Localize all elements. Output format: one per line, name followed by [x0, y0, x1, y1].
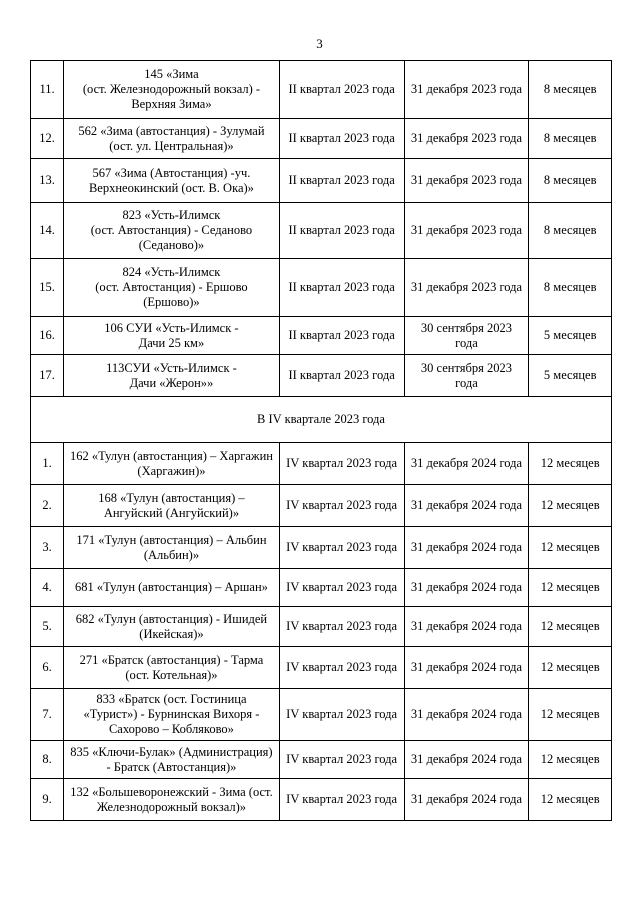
route-cell: 132 «Большеворонежский - Зима (ост. Железнодорожный вокзал)»	[64, 779, 279, 821]
end-date-cell: 31 декабря 2024 года	[404, 741, 529, 779]
row-number-cell: 16.	[31, 317, 64, 355]
row-number-cell: 4.	[31, 569, 64, 607]
duration-cell: 8 месяцев	[529, 119, 612, 159]
row-number-cell: 2.	[31, 485, 64, 527]
table-row	[31, 527, 612, 569]
end-date-cell: 31 декабря 2023 года	[404, 119, 529, 159]
routes-table-bottom-section	[31, 443, 612, 821]
row-number-cell: 5.	[31, 607, 64, 647]
row-number-cell: 12.	[31, 119, 64, 159]
row-number-cell: 3.	[31, 527, 64, 569]
start-quarter-cell: IV квартал 2023 года	[279, 647, 404, 689]
end-date-cell: 31 декабря 2024 года	[404, 569, 529, 607]
row-number-cell: 1.	[31, 443, 64, 485]
end-date-cell: 31 декабря 2024 года	[404, 607, 529, 647]
table-row	[31, 607, 612, 647]
end-date-cell: 30 сентября 2023 года	[404, 355, 529, 397]
row-number-cell: 6.	[31, 647, 64, 689]
routes-table	[30, 60, 612, 821]
route-cell: 113СУИ «Усть-Илимск - Дачи «Жерон»»	[64, 355, 279, 397]
route-cell: 681 «Тулун (автостанция) – Аршан»	[64, 569, 279, 607]
table-row	[31, 61, 612, 119]
section-header-cell: В IV квартале 2023 года	[31, 397, 612, 443]
table-row	[31, 741, 612, 779]
duration-cell: 12 месяцев	[529, 741, 612, 779]
route-cell: 145 «Зима (ост. Железнодорожный вокзал) - Верхняя Зима»	[64, 61, 279, 119]
route-cell: 824 «Усть-Илимск (ост. Автостанция) - Ершово (Ершово)»	[64, 259, 279, 317]
row-number-cell: 17.	[31, 355, 64, 397]
duration-cell: 12 месяцев	[529, 485, 612, 527]
route-cell: 168 «Тулун (автостанция) – Ангуйский (Ангуйский)»	[64, 485, 279, 527]
route-cell: 171 «Тулун (автостанция) – Альбин (Альбин)»	[64, 527, 279, 569]
table-row	[31, 647, 612, 689]
table-row	[31, 259, 612, 317]
page-number: 3	[316, 36, 323, 51]
row-number-cell: 7.	[31, 689, 64, 741]
duration-cell: 12 месяцев	[529, 607, 612, 647]
duration-cell: 8 месяцев	[529, 61, 612, 119]
end-date-cell: 31 декабря 2024 года	[404, 779, 529, 821]
table-row	[31, 317, 612, 355]
start-quarter-cell: IV квартал 2023 года	[279, 527, 404, 569]
start-quarter-cell: IV квартал 2023 года	[279, 569, 404, 607]
table-row	[31, 159, 612, 203]
row-number-cell: 11.	[31, 61, 64, 119]
table-row	[31, 443, 612, 485]
duration-cell: 12 месяцев	[529, 527, 612, 569]
table-row	[31, 203, 612, 259]
table-row	[31, 485, 612, 527]
end-date-cell: 31 декабря 2023 года	[404, 61, 529, 119]
route-cell: 823 «Усть-Илимск (ост. Автостанция) - Седаново (Седаново)»	[64, 203, 279, 259]
route-cell: 682 «Тулун (автостанция) - Ишидей (Икейская)»	[64, 607, 279, 647]
table-row	[31, 569, 612, 607]
table-row	[31, 689, 612, 741]
duration-cell: 12 месяцев	[529, 689, 612, 741]
start-quarter-cell: II квартал 2023 года	[279, 259, 404, 317]
section-header-row	[31, 397, 612, 443]
start-quarter-cell: II квартал 2023 года	[279, 119, 404, 159]
end-date-cell: 31 декабря 2024 года	[404, 485, 529, 527]
row-number-cell: 14.	[31, 203, 64, 259]
route-cell: 567 «Зима (Автостанция) -уч. Верхнеокинский (ост. В. Ока)»	[64, 159, 279, 203]
duration-cell: 12 месяцев	[529, 569, 612, 607]
route-cell: 835 «Ключи-Булак» (Администрация) - Братск (Автостанция)»	[64, 741, 279, 779]
row-number-cell: 8.	[31, 741, 64, 779]
duration-cell: 5 месяцев	[529, 355, 612, 397]
duration-cell: 12 месяцев	[529, 443, 612, 485]
duration-cell: 8 месяцев	[529, 159, 612, 203]
table-row	[31, 355, 612, 397]
duration-cell: 5 месяцев	[529, 317, 612, 355]
routes-table-top-section	[31, 61, 612, 397]
end-date-cell: 31 декабря 2024 года	[404, 527, 529, 569]
row-number-cell: 13.	[31, 159, 64, 203]
duration-cell: 8 месяцев	[529, 259, 612, 317]
start-quarter-cell: II квартал 2023 года	[279, 203, 404, 259]
route-cell: 162 «Тулун (автостанция) – Харгажин (Харгажин)»	[64, 443, 279, 485]
duration-cell: 8 месяцев	[529, 203, 612, 259]
row-number-cell: 9.	[31, 779, 64, 821]
start-quarter-cell: IV квартал 2023 года	[279, 741, 404, 779]
end-date-cell: 31 декабря 2024 года	[404, 647, 529, 689]
end-date-cell: 31 декабря 2023 года	[404, 159, 529, 203]
route-cell: 106 СУИ «Усть-Илимск - Дачи 25 км»	[64, 317, 279, 355]
duration-cell: 12 месяцев	[529, 647, 612, 689]
start-quarter-cell: IV квартал 2023 года	[279, 443, 404, 485]
start-quarter-cell: II квартал 2023 года	[279, 355, 404, 397]
end-date-cell: 31 декабря 2023 года	[404, 203, 529, 259]
start-quarter-cell: IV квартал 2023 года	[279, 607, 404, 647]
route-cell: 271 «Братск (автостанция) - Тарма (ост. Котельная)»	[64, 647, 279, 689]
end-date-cell: 31 декабря 2024 года	[404, 443, 529, 485]
start-quarter-cell: IV квартал 2023 года	[279, 485, 404, 527]
end-date-cell: 31 декабря 2024 года	[404, 689, 529, 741]
start-quarter-cell: II квартал 2023 года	[279, 61, 404, 119]
start-quarter-cell: IV квартал 2023 года	[279, 689, 404, 741]
start-quarter-cell: II квартал 2023 года	[279, 159, 404, 203]
end-date-cell: 31 декабря 2023 года	[404, 259, 529, 317]
table-row	[31, 779, 612, 821]
end-date-cell: 30 сентября 2023 года	[404, 317, 529, 355]
table-row	[31, 119, 612, 159]
routes-table-section-header	[31, 397, 612, 443]
duration-cell: 12 месяцев	[529, 779, 612, 821]
row-number-cell: 15.	[31, 259, 64, 317]
start-quarter-cell: II квартал 2023 года	[279, 317, 404, 355]
route-cell: 833 «Братск (ост. Гостиница «Турист») - Бурнинская Вихоря - Сахорово – Кобляково»	[64, 689, 279, 741]
start-quarter-cell: IV квартал 2023 года	[279, 779, 404, 821]
route-cell: 562 «Зима (автостанция) - Зулумай (ост. ул. Центральная)»	[64, 119, 279, 159]
